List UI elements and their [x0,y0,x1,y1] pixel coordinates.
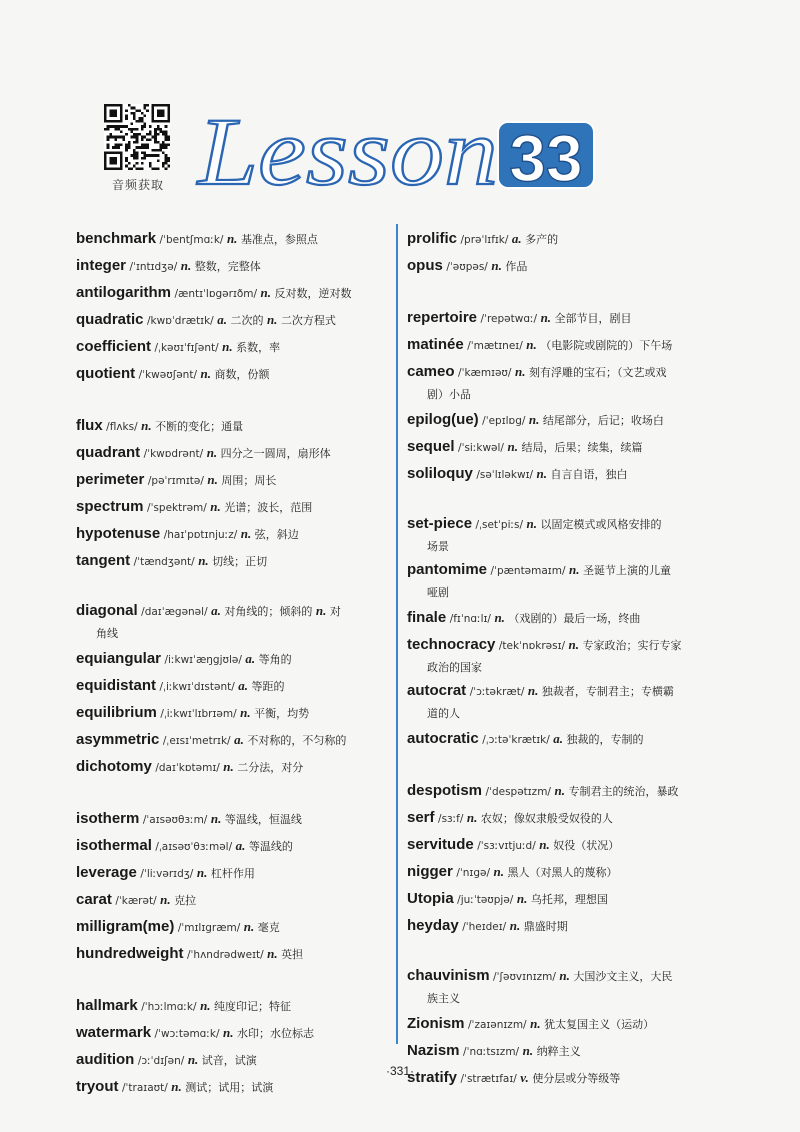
vocab-entry [76,361,384,388]
phonetic: /ˌsetˈpiːs/ [475,519,524,531]
entry-group [76,226,384,388]
word: prolific [407,230,458,247]
part-of-speech: a. [235,838,246,853]
phonetic: /sɜːf/ [438,813,464,825]
meaning: 等温线，恒温线 [224,813,302,826]
word: equidistant [76,677,157,694]
vocab-entry [407,559,719,603]
word: watermark [76,1024,152,1041]
word: heyday [407,917,459,934]
part-of-speech: n. [223,1025,234,1040]
word: nigger [407,863,453,880]
phonetic: /ˈhʌndrədweɪt/ [187,949,264,961]
part-of-speech: n. [180,258,192,273]
part-of-speech: n. [141,418,152,433]
meaning: 试音，试演 [201,1054,257,1067]
entry-group [407,778,719,940]
phonetic: /ˈmætɪneɪ/ [467,340,523,352]
meaning: 不对称的，不匀称的 [247,734,347,747]
phonetic: /juːˈtəʊpjə/ [457,894,514,906]
meaning: 二次的 [230,314,264,327]
part-of-speech: a. [217,312,227,327]
vocab-entry [407,461,719,488]
phonetic: /ˈwɔːtəmɑːk/ [154,1028,220,1040]
word: audition [76,1051,135,1068]
phonetic: /daɪˈkɒtəmɪ/ [155,762,220,774]
entry-group [407,305,719,488]
meaning: 结局，后果；续集，续篇 [521,441,643,454]
meaning: 二分法，对分 [237,761,304,774]
vocab-entry [407,778,719,805]
phonetic: /ˈzaɪənɪzm/ [468,1019,527,1031]
meaning: 切线；正切 [212,555,268,568]
phonetic: /ˈaɪsəʊθɜːm/ [142,814,208,826]
meaning: 鼎盛时期 [523,920,568,933]
word: chauvinism [407,967,490,984]
vocab-entry [407,965,719,1009]
vocab-entry [76,914,384,941]
word: repertoire [407,309,478,326]
word: stratify [407,1069,458,1086]
part-of-speech: n. [540,310,552,325]
word: hallmark [76,997,138,1014]
phonetic: /ˈspektrəm/ [147,502,207,514]
phonetic: /ˈɔːtəkræt/ [469,686,525,698]
meaning: 系数，率 [236,341,281,354]
word: integer [76,257,127,274]
vocab-entry [76,307,384,334]
word: isothermal [76,837,152,854]
part-of-speech: n. [210,499,221,514]
word: epilog(ue) [407,411,479,428]
vocab-entry [76,521,384,548]
phonetic: /ˈheɪdeɪ/ [462,921,507,933]
meaning: 毫克 [257,921,280,934]
vocab-entry [407,726,719,753]
meaning: （戏剧的）最后一场，终曲 [508,612,641,625]
meaning: 等温线的 [248,840,293,853]
phonetic: /ˈbentʃmɑːk/ [159,234,224,246]
meaning: 水印；水位标志 [236,1027,314,1040]
part-of-speech: a. [238,678,249,693]
vocab-entry [407,253,719,280]
meaning-continued: 角线 [96,627,118,640]
part-of-speech: n. [568,562,580,577]
part-of-speech: n. [530,1016,541,1031]
phonetic: /ˌaɪsəʊˈθɜːməl/ [155,841,233,853]
part-of-speech: n. [559,968,570,983]
meaning: 英担 [281,948,304,961]
entry-group [76,993,384,1101]
word: sequel [407,438,455,455]
phonetic: /ˈəʊpəs/ [446,261,488,273]
word: carat [76,891,112,908]
vocab-entry [76,494,384,521]
part-of-speech: a. [234,732,244,747]
vocab-entry [76,280,384,307]
meaning: 等距的 [251,680,285,693]
meaning: 大国沙文主义，大民 [573,970,673,983]
entry-group [407,513,719,753]
part-of-speech: n. [223,759,234,774]
meaning: 杠杆作用 [210,867,255,880]
word: Zionism [407,1015,465,1032]
word: equiangular [76,650,162,667]
meaning: 使分层或分等级等 [532,1072,621,1085]
part-of-speech: n. [536,466,547,481]
vocab-entry [76,226,384,253]
word: servitude [407,836,474,853]
meaning: 反对数，逆对数 [274,287,352,300]
part-of-speech: a. [511,231,522,246]
vocab-entry [407,1011,719,1038]
meaning: 二次方程式 [280,314,336,327]
word: technocracy [407,636,496,653]
part-of-speech: n. [539,837,550,852]
part-of-speech: n. [554,783,565,798]
phonetic: /iːkwɪˈæŋgjʊlə/ [164,654,242,666]
meaning: 自言自语，独白 [550,468,628,481]
phonetic: /ˈsɜːvɪtjuːd/ [477,840,536,852]
word: equilibrium [76,704,157,721]
meaning: 作品 [505,260,528,273]
word: asymmetric [76,731,160,748]
meaning: 结尾部分，后记；收场白 [542,414,664,427]
meaning: 独裁的，专制的 [566,733,644,746]
meaning: 弦，斜边 [254,528,299,541]
part-of-speech: n. [494,610,505,625]
part-of-speech: n. [509,918,521,933]
phonetic: /ˈnɑːtsɪzm/ [463,1046,520,1058]
phonetic: /ˈhɔːlmɑːk/ [141,1001,197,1013]
part-of-speech: n. [240,705,251,720]
phonetic: /ˈdespətɪzm/ [485,786,551,798]
word: pantomime [407,561,488,578]
part-of-speech: n. [568,637,580,652]
word: finale [407,609,447,626]
part-of-speech: n. [187,1052,199,1067]
part-of-speech: n. [528,412,540,427]
vocab-entry [76,806,384,833]
phonetic: /prəˈlɪfɪk/ [460,234,509,246]
phonetic: /ˌeɪsɪˈmetrɪk/ [162,735,231,747]
vocab-entry [76,467,384,494]
word: Utopia [407,890,454,907]
meaning: 以固定模式或风格安排的 [540,518,662,531]
word: coefficient [76,338,152,355]
word: tangent [76,552,131,569]
phonetic: /ˈtraɪaʊt/ [122,1082,168,1094]
meaning-continued: 族主义 [427,992,460,1005]
vocab-entry [407,805,719,832]
vocab-entry [76,887,384,914]
vocab-entry [76,253,384,280]
word: set-piece [407,515,473,532]
meaning-continued: 政治的国家 [427,661,482,674]
part-of-speech: v. [520,1070,529,1085]
phonetic: /ˌɔːtəˈkrætɪk/ [482,734,550,746]
vocab-entry [76,440,384,467]
meaning: 对 [329,605,341,618]
word: tryout [76,1078,119,1095]
vocab-entry [76,727,384,754]
vocab-entry [76,1074,384,1101]
word: cameo [407,363,455,380]
phonetic: /ˈkærət/ [115,895,157,907]
phonetic: /ˈɪntɪdʒə/ [129,261,178,273]
word: serf [407,809,435,826]
vocab-entry [76,334,384,361]
vocab-entry [76,833,384,860]
phonetic: /ˈliːvərɪdʒ/ [140,868,194,880]
phonetic: /æntɪˈlɒgərɪðm/ [174,288,258,300]
phonetic: /ˈpæntəmaɪm/ [490,565,566,577]
meaning: 不断的变化；通量 [155,420,244,433]
meaning: 光谱；波长，范围 [224,501,313,514]
part-of-speech: n. [206,445,218,460]
meaning: 整数，完整体 [194,260,261,273]
meaning: 全部节目，剧目 [554,312,632,325]
meaning: 农奴；像奴隶般受奴役的人 [480,812,613,825]
meaning: 四分之一圆周，扇形体 [220,447,331,460]
meaning: 纳粹主义 [536,1045,581,1058]
lesson-title [192,88,602,200]
vocab-entry [407,634,719,678]
vocab-entry [76,860,384,887]
phonetic: /ˈkæmɪəʊ/ [458,367,512,379]
part-of-speech: n. [527,683,539,698]
meaning: 独裁者，专制君主；专横霸 [541,685,674,698]
phonetic: /ˈʃəʊvɪnɪzm/ [493,971,556,983]
phonetic: /ˌkəʊɪˈfɪʃənt/ [154,342,219,354]
part-of-speech: n. [200,366,211,381]
meaning: 等角的 [258,653,292,666]
meaning: 平衡，均势 [254,707,310,720]
part-of-speech: n. [315,603,327,618]
meaning: 纯度印记；特征 [214,1000,292,1013]
meaning: 测试；试用；试演 [185,1081,274,1094]
word: leverage [76,864,137,881]
phonetic: /flʌks/ [106,421,138,433]
phonetic: /pəˈrɪmɪtə/ [147,475,204,487]
part-of-speech: n. [160,892,171,907]
part-of-speech: a. [211,603,221,618]
word: quotient [76,365,136,382]
qr-label: 音频获取 [111,178,164,192]
part-of-speech: n. [171,1079,182,1094]
word: hundredweight [76,945,184,962]
meaning: 对角线的；倾斜的 [224,605,313,618]
part-of-speech: n. [514,364,526,379]
part-of-speech: a. [553,731,563,746]
phonetic: /kwɒˈdrætɪk/ [147,315,214,327]
phonetic: /ˌiːkwɪˈdɪstənt/ [159,681,235,693]
part-of-speech: n. [493,864,504,879]
meaning: 多产的 [525,233,559,246]
phonetic: /daɪˈægənəl/ [141,606,208,618]
vocab-entry [76,941,384,968]
meaning-continued: 道的人 [427,707,460,720]
phonetic: /ˈstrætɪfaɪ/ [460,1073,517,1085]
vocab-entry [76,548,384,575]
part-of-speech: n. [226,231,238,246]
page-number: ·331· [385,1064,414,1078]
vocab-entry [407,361,719,405]
vocab-entry [407,332,719,359]
meaning: 黑人（对黑人的蔑称） [507,866,618,879]
entry-group [76,806,384,968]
vocab-entry [76,673,384,700]
part-of-speech: a. [245,651,256,666]
part-of-speech: n. [207,472,218,487]
entry-group [76,600,384,781]
meaning: 乌托邦，理想国 [530,893,608,906]
word: antilogarithm [76,284,172,301]
phonetic: /ˈmɪlɪgræm/ [177,922,241,934]
meaning-continued: 哑剧 [427,586,449,599]
vocab-entry [407,680,719,724]
vocab-entry [76,1020,384,1047]
phonetic: /ˈkwəʊʃənt/ [138,369,197,381]
word: quadratic [76,311,144,328]
vocab-entry [407,513,719,557]
part-of-speech: n. [266,312,278,327]
vocab-entry [407,407,719,434]
part-of-speech: n. [210,811,222,826]
word: autocratic [407,730,479,747]
vocab-entry [407,305,719,332]
qr-code-icon[interactable] [104,104,170,170]
part-of-speech: n. [222,339,233,354]
vocab-entry [407,434,719,461]
lesson-title-graphic [192,88,602,200]
part-of-speech: n. [466,810,478,825]
part-of-speech: n. [526,337,537,352]
part-of-speech: n. [526,516,538,531]
word: benchmark [76,230,157,247]
word: despotism [407,782,483,799]
part-of-speech: n. [260,285,272,300]
meaning: 奴役（状况） [553,839,620,852]
vocab-entry [407,859,719,886]
phonetic: /tekˈnɒkrəsɪ/ [498,640,566,652]
phonetic: /ˈkwɒdrənt/ [143,448,204,460]
qr-block [104,104,172,193]
part-of-speech: n. [240,526,252,541]
word: quadrant [76,444,141,461]
vocab-entry [76,993,384,1020]
phonetic: /haɪˈpɒtɪnjuːz/ [163,529,238,541]
word: spectrum [76,498,144,515]
meaning: 刻有浮雕的宝石；（文艺或戏 [528,366,667,379]
meaning: 商数，份额 [214,368,270,381]
phonetic: /ˈsiːkwəl/ [458,442,504,454]
vocab-entry [407,832,719,859]
meaning: 圣诞节上演的儿童 [582,564,671,577]
phonetic: /ˈrepətwɑː/ [480,313,538,325]
phonetic: /səˈlɪləkwɪ/ [476,469,534,481]
part-of-speech: n. [522,1043,534,1058]
lesson-word: Lesson [195,98,499,200]
meaning-continued: 场景 [427,540,449,553]
meaning-continued: 剧）小品 [427,388,471,401]
vocab-entry [76,646,384,673]
word: opus [407,257,443,274]
phonetic: /ɔːˈdɪʃən/ [137,1055,185,1067]
lesson-number: 33 [509,121,583,195]
phonetic: /ˈepɪlɒg/ [482,415,526,427]
word: flux [76,417,103,434]
phonetic: /ˌiːkwɪˈlɪbrɪəm/ [160,708,237,720]
phonetic: /ˈnɪgə/ [456,867,490,879]
vocab-entry [76,413,384,440]
word: dichotomy [76,758,152,775]
word: soliloquy [407,465,473,482]
phonetic: /fɪˈnɑːlɪ/ [449,613,491,625]
vocab-entry [76,600,384,644]
vocab-entry [407,605,719,632]
meaning: 专制君主的统治，暴政 [568,785,679,798]
column-divider [396,224,398,1044]
part-of-speech: n. [198,553,209,568]
meaning: （电影院或剧院的）下午场 [540,339,673,352]
word: matinée [407,336,464,353]
word: Nazism [407,1042,460,1059]
word: isotherm [76,810,140,827]
vocab-entry [76,700,384,727]
part-of-speech: n. [267,946,278,961]
vocab-entry [407,1038,719,1065]
part-of-speech: n. [196,865,208,880]
entry-group [407,226,719,280]
word: milligram(me) [76,918,175,935]
vocab-entry [407,886,719,913]
meaning: 周围；周长 [221,474,277,487]
word: perimeter [76,471,145,488]
meaning: 基准点，参照点 [240,233,318,246]
part-of-speech: n. [507,439,518,454]
word: autocrat [407,682,467,699]
phonetic: /ˈtændʒənt/ [133,556,195,568]
word: hypotenuse [76,525,161,542]
meaning: 克拉 [174,894,197,907]
meaning: 犹太复国主义（运动） [544,1018,655,1031]
right-column [407,226,719,1117]
vocab-entry [407,226,719,253]
vocab-entry [407,913,719,940]
meaning: 专家政治；实行专家 [582,639,682,652]
part-of-speech: n. [491,258,502,273]
left-column [76,226,384,1126]
part-of-speech: n. [516,891,528,906]
vocab-entry [76,754,384,781]
part-of-speech: n. [200,998,211,1013]
word: diagonal [76,602,138,619]
entry-group [76,413,384,575]
part-of-speech: n. [243,919,255,934]
